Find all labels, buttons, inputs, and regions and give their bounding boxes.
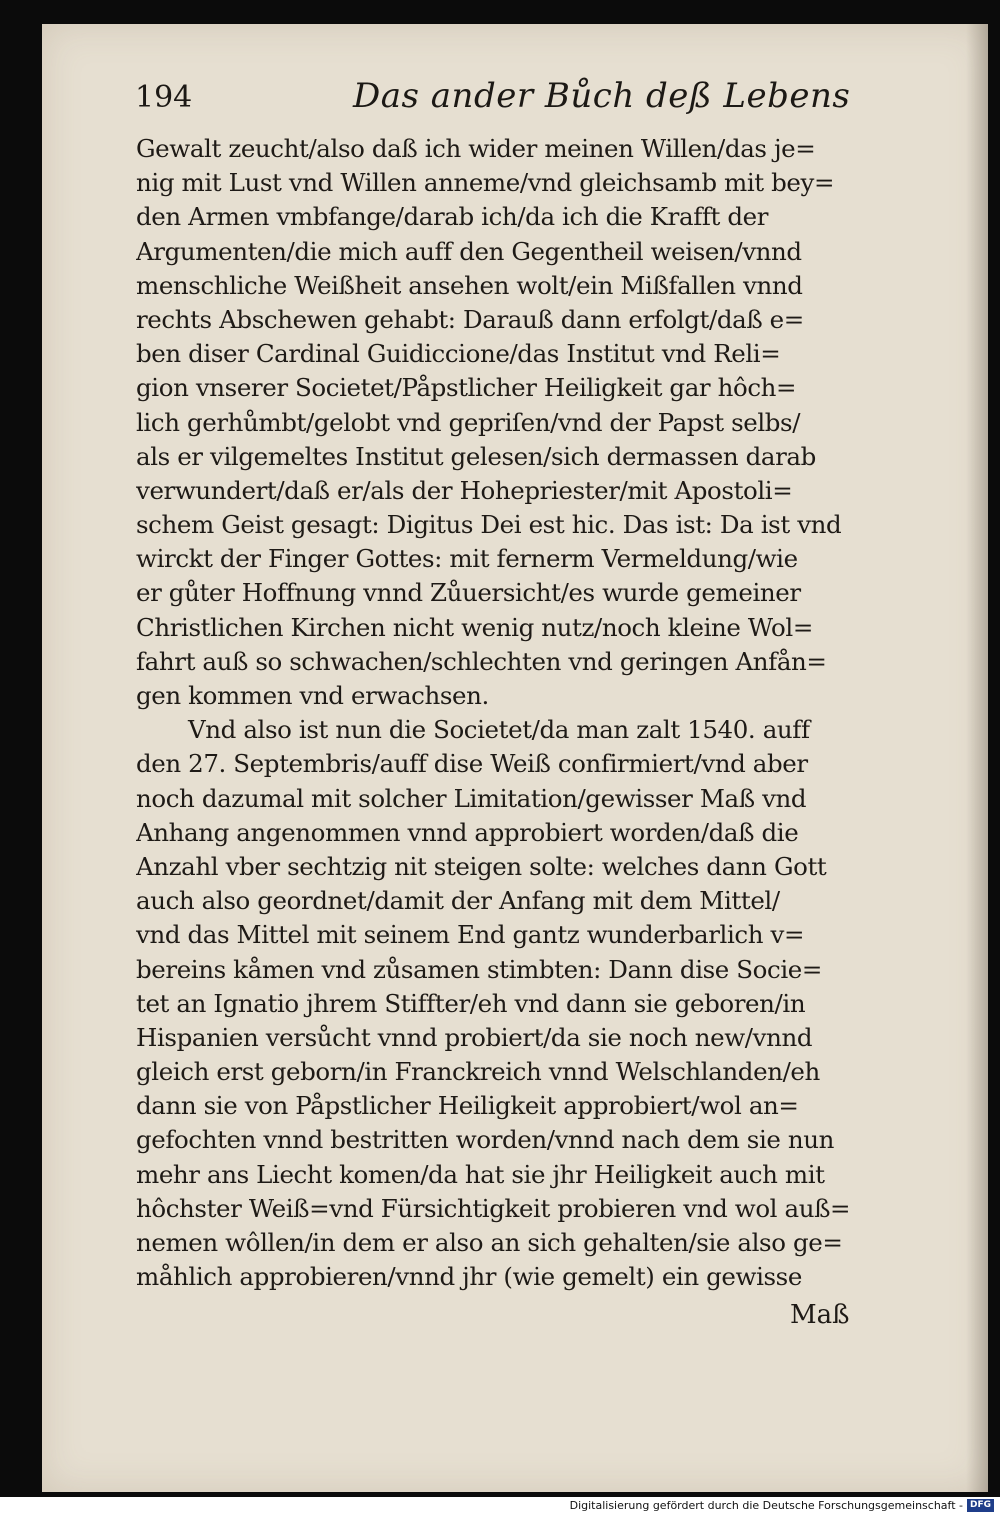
text-line: wirckt der Finger Gottes: mit fernerm Vermeldung/wie	[136, 544, 798, 574]
text-line: menschliche Weißheit ansehen wolt/ein Mißfallen vnnd	[136, 270, 803, 300]
text-line: Hispanien versůcht vnnd probiert/da sie noch new/vnnd	[136, 1022, 813, 1052]
body-text	[136, 132, 916, 1294]
text-line: gion vnserer Societet/Påpstlicher Heiligkeit gar hôch=	[136, 373, 797, 403]
text-line: auch also geordnet/damit der Anfang mit dem Mittel/	[136, 886, 780, 916]
catchword: Maß	[790, 1300, 850, 1330]
page-gutter-shadow	[966, 24, 988, 1492]
text-line: als er vilgemeltes Institut gelesen/sich dermassen darab	[136, 441, 816, 471]
text-line: fahrt auß so schwachen/schlechten vnd geringen Anfån=	[136, 646, 827, 676]
text-line: den 27. Septembris/auff dise Weiß confirmiert/vnd aber	[136, 749, 808, 779]
text-line: Gewalt zeucht/also daß ich wider meinen Willen/das je=	[136, 134, 816, 163]
text-line: ben diser Cardinal Guidiccione/das Institut vnd Reli=	[136, 339, 781, 369]
text-line: den Armen vmbfange/darab ich/da ich die Krafft der	[136, 202, 769, 232]
text-line: schem Geist gesagt: Digitus Dei est hic. Das ist: Da ist vnd	[136, 510, 842, 540]
text-line: Argumenten/die mich auff den Gegentheil weisen/vnnd	[136, 236, 802, 266]
text-line: gefochten vnnd bestritten worden/vnnd nach dem sie nun	[136, 1125, 835, 1155]
text-line: gleich erst geborn/in Franckreich vnnd Welschlanden/eh	[136, 1057, 820, 1087]
page-number: 194	[135, 80, 193, 115]
text-line: bereins kåmen vnd zůsamen stimbten: Dann dise Socie=	[136, 954, 823, 984]
text-line: Anhang angenommen vnnd approbiert worden/daß die	[136, 817, 799, 847]
text-line: nig mit Lust vnd Willen anneme/vnd gleichsamb mit bey=	[136, 168, 835, 198]
credit-text: Digitalisierung gefördert durch die Deutsche Forschungsgemeinschaft -	[569, 1499, 963, 1512]
text-line: vnd das Mittel mit seinem End gantz wunderbarlich v=	[136, 920, 805, 950]
text-line: Christlichen Kirchen nicht wenig nutz/noch kleine Wol=	[136, 612, 813, 642]
text-line: lich gerhůmbt/gelobt vnd gepriſen/vnd der Papst selbs/	[136, 407, 801, 437]
text-line: Anzahl vber sechtzig nit steigen solte: welches dann Gott	[136, 851, 827, 881]
text-line: hôchster Weiß=vnd Fürsichtigkeit probieren vnd wol auß=	[136, 1193, 851, 1223]
text-line: mehr ans Liecht komen/da hat sie jhr Heiligkeit auch mit	[136, 1159, 825, 1189]
text-line: noch dazumal mit solcher Limitation/gewisser Maß vnd	[136, 783, 807, 813]
text-line: gen kommen vnd erwachsen.	[136, 681, 489, 710]
text-line: dann sie von Påpstlicher Heiligkeit approbiert/wol an=	[136, 1091, 799, 1121]
text-line: tet an Ignatio jhrem Stiffter/eh vnd dann sie geboren/in	[136, 988, 806, 1018]
text-line: måhlich approbieren/vnnd jhr (wie gemelt) ein gewisse	[136, 1262, 802, 1292]
page-header	[135, 76, 875, 124]
paragraph-start-line: Vnd also ist nun die Societet/da man zalt 1540. auff	[188, 715, 810, 745]
text-line: verwundert/daß er/als der Hohepriester/mit Apostoli=	[136, 475, 793, 505]
running-title: Das ander Bůch deß Lebens	[353, 76, 851, 116]
text-line: rechts Abschewen gehabt: Darauß dann erfolgt/daß e=	[136, 304, 804, 334]
text-line: nemen wôllen/in dem er also an sich gehalten/sie also ge=	[136, 1228, 843, 1257]
dfg-logo: DFG	[967, 1499, 994, 1512]
digitization-credit	[570, 1499, 994, 1512]
text-line: er gůter Hoffnung vnnd Zůuersicht/es wurde gemeiner	[136, 578, 801, 608]
